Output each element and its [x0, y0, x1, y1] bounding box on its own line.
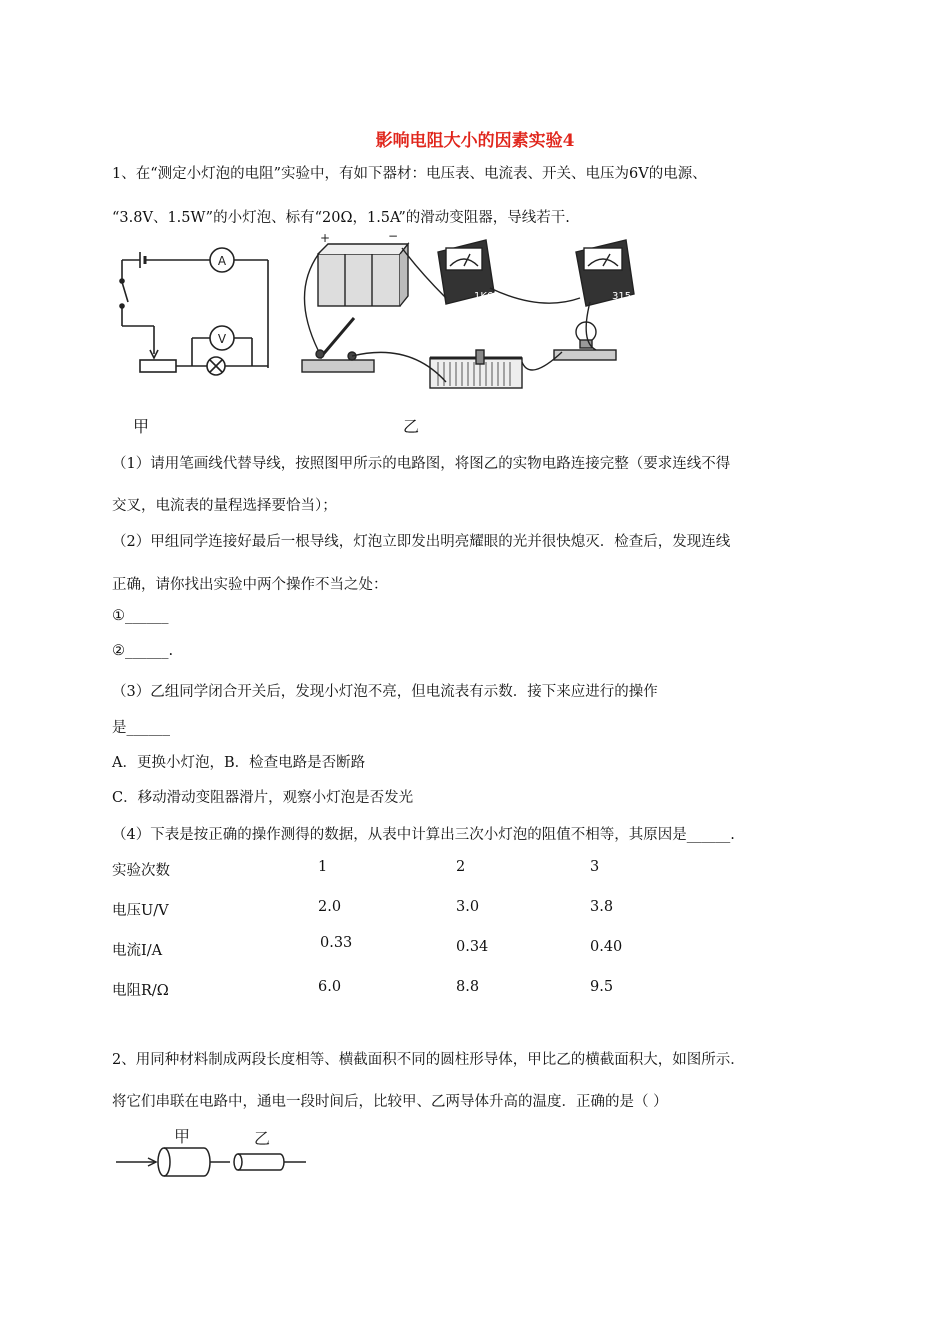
ammeter-symbol: A: [217, 254, 227, 268]
q1-sub3-line1: （3）乙组同学闭合开关后，发现小灯泡不亮，但电流表有示数．接下来应进行的操作: [112, 684, 658, 700]
voltmeter-terminals-label: 315: [612, 291, 632, 302]
conductors-diagram: [112, 1126, 312, 1188]
ammeter-terminals-label: 1K63: [474, 291, 500, 302]
q1-blank-1: ①______: [112, 608, 169, 624]
table-cell: 0.34: [456, 939, 489, 955]
svg-text:−: −: [388, 232, 399, 243]
table-header-cell: 2: [456, 859, 466, 875]
table-cell: 6.0: [318, 979, 342, 995]
table-cell: 3.0: [456, 899, 480, 915]
circuit-diagram-jia: [112, 240, 282, 385]
figure-label-yi: 乙: [403, 417, 420, 436]
table-header-cell: 1: [318, 859, 328, 875]
q1-sub2-line1: （2）甲组同学连接好最后一根导线，灯泡立即发出明亮耀眼的光并很快熄灭．检查后，发现连线: [112, 534, 731, 550]
svg-text:+: +: [320, 232, 331, 245]
q2-stem-line1: 2、用同种材料制成两段长度相等、横截面积不同的圆柱形导体，甲比乙的横截面积大，如图所示．: [112, 1052, 745, 1068]
q1-blank-2: ②______.: [112, 643, 174, 659]
voltmeter-symbol: V: [217, 332, 227, 346]
q1-sub1-line1: （1）请用笔画线代替导线，按照图甲所示的电路图，将图乙的实物电路连接完整（要求连线不得: [112, 456, 731, 472]
q1-stem-line2: “3.8V、1.5W”的小灯泡、标有“20Ω，1.5A”的滑动变阻器，导线若干.: [112, 210, 570, 226]
table-cell: 3.8: [590, 899, 614, 915]
q1-option-c: C．移动滑动变阻器滑片，观察小灯泡是否发光: [112, 790, 414, 806]
table-cell: 8.8: [456, 979, 480, 995]
table-cell: 电阻R/Ω: [112, 983, 169, 999]
q1-sub4: （4）下表是按正确的操作测得的数据，从表中计算出三次小灯泡的阻值不相等，其原因是______.: [112, 827, 735, 843]
conductor-label-jia: 甲: [174, 1127, 191, 1146]
table-cell: 0.40: [590, 939, 623, 955]
table-cell: 电压U/V: [112, 903, 169, 919]
apparatus-diagram-yi: [290, 232, 650, 402]
q1-sub1-line2: 交叉，电流表的量程选择要恰当）；: [112, 498, 337, 514]
q1-sub3-line2: 是______: [112, 720, 170, 736]
table-cell: 0.33: [320, 935, 353, 951]
conductor-label-yi: 乙: [254, 1129, 271, 1148]
table-header-cell: 3: [590, 859, 600, 875]
table-cell: 2.0: [318, 899, 342, 915]
page-title: 影响电阻大小的因素实验4: [375, 131, 575, 151]
q1-stem-line1: 1、在“测定小灯泡的电阻”实验中，有如下器材：电压表、电流表、开关、电压为6V的电源、: [112, 166, 707, 182]
q1-option-a-b: A．更换小灯泡，B．检查电路是否断路: [112, 755, 366, 771]
table-cell: 9.5: [590, 979, 614, 995]
q1-sub2-line2: 正确，请你找出实验中两个操作不当之处：: [112, 577, 388, 593]
figure-label-jia: 甲: [133, 417, 150, 436]
table-cell: 电流I/A: [112, 943, 163, 959]
q2-stem-line2: 将它们串联在电路中，通电一段时间后，比较甲、乙两导体升高的温度．正确的是（ ）: [112, 1094, 668, 1110]
table-header-cell: 实验次数: [112, 863, 170, 879]
